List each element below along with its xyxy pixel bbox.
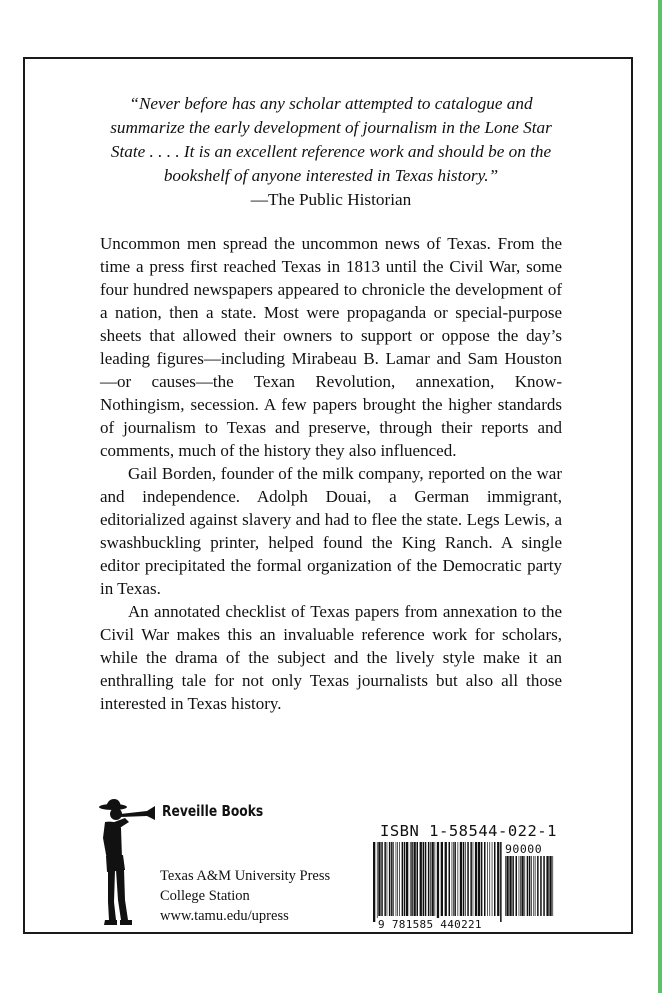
publisher-website: www.tamu.edu/upress: [160, 908, 289, 924]
barcode-bar: [533, 856, 534, 916]
barcode-bar: [432, 842, 434, 916]
barcode-bar: [397, 842, 398, 916]
barcode-bar: [535, 856, 536, 916]
barcode-bar: [543, 856, 545, 916]
barcode-bar: [509, 856, 511, 916]
quote-attribution: —The Public Historian: [250, 190, 412, 209]
barcode-bar: [487, 842, 488, 916]
barcode-bar: [467, 842, 469, 916]
barcode-bar: [497, 842, 499, 916]
barcode-bar: [531, 856, 532, 916]
barcode-bar: [494, 842, 496, 916]
description-paragraph-1: Uncommon men spread the uncommon news of Texas. From the time a press first reached Texas in 1813 until the Civil War, some four hundred newspapers appeared to chronicle the development of a nation, then a state. Most were propaganda or special-purpose sheets that allowed their owners to support or oppose the day’s leading figures—including Mirabeau B. Lamar and Sam Houston—or causes—the Texan Revolution, annexation, Know-Nothingism, secession. A few papers brought the higher standards of journalism to Texas and preserve, through their reports and comments, much of the history they also influenced.: [100, 234, 562, 460]
barcode-bar: [389, 842, 391, 916]
barcode-bar: [437, 842, 439, 922]
ean-barcode-bars: [372, 842, 504, 922]
barcode-bar: [500, 842, 502, 922]
barcode-bar: [428, 842, 430, 916]
barcode-bar: [430, 842, 431, 916]
barcode-bar: [521, 856, 523, 916]
barcode-bar: [384, 842, 386, 916]
barcode: [372, 842, 556, 922]
book-description: [100, 232, 562, 715]
isbn-label: ISBN 1-58544-022-1: [380, 822, 557, 840]
barcode-bar: [540, 856, 542, 916]
publisher-block: [160, 866, 330, 926]
barcode-bar: [399, 842, 400, 916]
barcode-bar: [481, 842, 483, 916]
price-code: 90000: [505, 842, 543, 856]
barcode-bar: [435, 842, 436, 916]
barcode-bar: [402, 842, 404, 916]
barcode-bar: [506, 856, 508, 916]
barcode-bar: [417, 842, 419, 916]
barcode-bar: [441, 842, 443, 916]
review-quote: “Never before has any scholar attempted to catalogue and summarize the early development of journalism in the Lone Star State . . . . It is an excellent reference work and should be on the bookshelf of anyone interested in Texas history.”: [110, 94, 552, 185]
barcode-bar: [458, 842, 459, 916]
barcode-bar: [396, 842, 397, 916]
barcode-bar: [411, 842, 413, 916]
barcode-bar: [505, 856, 506, 916]
publisher-city: College Station: [160, 888, 250, 904]
barcode-bar: [373, 842, 375, 922]
barcode-bar: [520, 856, 521, 916]
barcode-bar: [484, 842, 486, 916]
barcode-bar: [387, 842, 388, 916]
publisher-name: Texas A&M University Press: [160, 868, 331, 884]
barcode-bar: [423, 842, 425, 916]
ean-digits: 9 781585 440221: [378, 918, 482, 931]
imprint-name: Reveille Books: [162, 802, 264, 820]
barcode-bar: [549, 856, 551, 916]
barcode-bar: [527, 856, 529, 916]
barcode-bar: [454, 842, 456, 916]
barcode-bar: [524, 856, 525, 916]
edge-color-strip: [658, 0, 662, 993]
barcode-bar: [425, 842, 427, 916]
barcode-bar: [452, 842, 453, 916]
barcode-bar: [516, 856, 518, 916]
barcode-bar: [519, 856, 520, 916]
barcode-bar: [406, 842, 408, 916]
bugler-silhouette-icon: [95, 798, 161, 928]
barcode-bar: [529, 856, 531, 916]
barcode-bar: [404, 842, 406, 916]
barcode-bar: [393, 842, 394, 916]
description-paragraph-2: Gail Borden, founder of the milk company, reported on the war and independence. Adolph Douai, a German immigrant, editorialized against slavery and had to flee the state. Legs Lewis, a swashbuckling printer, helped found the King Ranch. A single editor precipitated the formal organization of the Democratic party in Texas.: [100, 464, 562, 598]
barcode-bar: [465, 842, 466, 916]
barcode-bar: [546, 856, 548, 916]
barcode-bar: [378, 842, 380, 916]
description-paragraph-3: An annotated checklist of Texas papers from annexation to the Civil War makes this an invaluable reference work for scholars, while the drama of the subject and the lively style make it an enthralling tale for not only Texas journalists but also all those interested in Texas history.: [100, 602, 562, 713]
barcode-bar: [410, 842, 411, 916]
barcode-bar: [420, 842, 422, 916]
barcode-bar: [552, 856, 553, 916]
barcode-bar: [445, 842, 447, 916]
barcode-bar: [475, 842, 477, 916]
barcode-bar: [453, 842, 454, 916]
barcode-bar: [391, 842, 393, 916]
addon-barcode-bars: [504, 856, 556, 922]
barcode-bar: [414, 842, 416, 916]
barcode-bar: [470, 842, 472, 916]
barcode-bar: [377, 842, 378, 922]
barcode-bar: [537, 856, 539, 916]
barcode-bar: [460, 842, 462, 916]
barcode-bar: [492, 842, 493, 916]
barcode-bar: [381, 842, 383, 916]
barcode-bar: [512, 856, 514, 916]
barcode-bar: [478, 842, 480, 916]
barcode-bar: [489, 842, 490, 916]
barcode-bar: [449, 842, 451, 916]
barcode-bar: [463, 842, 465, 916]
barcode-bar: [473, 842, 474, 916]
